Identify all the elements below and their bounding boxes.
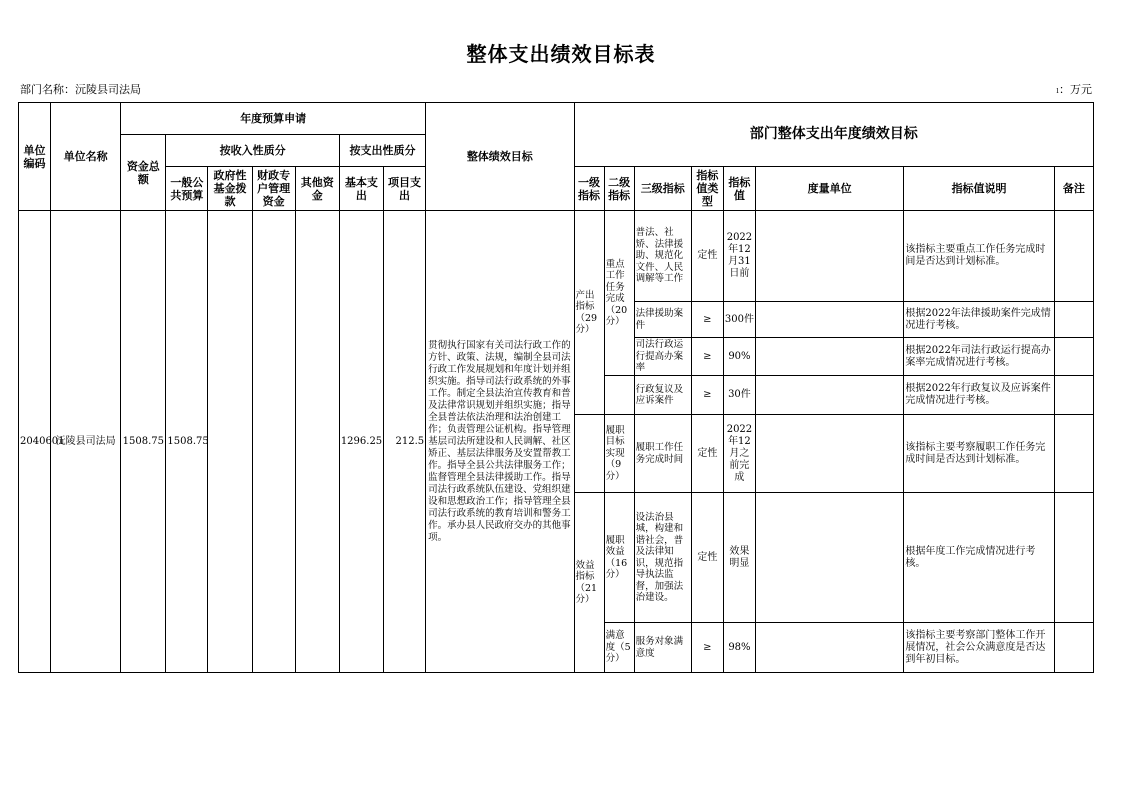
header-level3: 三级指标 <box>634 167 691 211</box>
value-desc-cell: 该指标主要考察履职工作任务完成时间是否达到计划标准。 <box>904 415 1054 493</box>
header-level2: 二级指标 <box>604 167 634 211</box>
basic-expense-cell: 1296.25 <box>339 211 383 673</box>
header-project-expense: 项目支出 <box>383 167 425 211</box>
header-perf-goal: 部门整体支出年度绩效目标 <box>574 103 1093 167</box>
value-desc-cell: 该指标主要重点工作任务完成时间是否达到计划标准。 <box>904 211 1054 302</box>
header-other-fund: 其他资金 <box>295 167 339 211</box>
header-by-expense: 按支出性质分 <box>339 135 425 167</box>
indicator-type-cell: ≥ <box>691 338 723 376</box>
remark-cell <box>1054 415 1093 493</box>
remark-cell <box>1054 302 1093 338</box>
measure-unit-cell <box>755 415 903 493</box>
header-by-income: 按收入性质分 <box>166 135 339 167</box>
header-total-funds: 资金总额 <box>121 135 166 211</box>
indicator-value-cell: 2022年12月之前完成 <box>723 415 755 493</box>
header-value-desc: 指标值说明 <box>904 167 1054 211</box>
measure-unit-cell <box>755 493 903 623</box>
level2-duty-time: 履职目标实现（9分） <box>604 415 634 493</box>
indicator-value-cell: 90% <box>723 338 755 376</box>
level3-cell: 设法治县城，构建和谐社会，普及法律知识，规范指导执法监督，加强法治建设。 <box>634 493 691 623</box>
header-measure-unit: 度量单位 <box>755 167 903 211</box>
level3-cell: 司法行政运行提高办案率 <box>634 338 691 376</box>
remark-cell <box>1054 211 1093 302</box>
remark-cell <box>1054 623 1093 673</box>
header-special-fund: 财政专户管理资金 <box>252 167 295 211</box>
remark-cell <box>1054 493 1093 623</box>
indicator-type-cell: 定性 <box>691 211 723 302</box>
department-name: 部门名称：沅陵县司法局 <box>20 83 141 96</box>
indicator-value-cell: 30件 <box>723 376 755 415</box>
unit-name-cell: 沅陵县司法局 <box>51 211 121 673</box>
header-unit-code: 单位编码 <box>19 103 51 211</box>
header-indicator-type: 指标值类型 <box>691 167 723 211</box>
performance-table <box>18 102 1094 673</box>
indicator-type-cell: ≥ <box>691 302 723 338</box>
level3-cell: 行政复议及应诉案件 <box>634 376 691 415</box>
table-row <box>19 211 1094 302</box>
header-overall-goal: 整体绩效目标 <box>426 103 574 211</box>
indicator-value-cell: 98% <box>723 623 755 673</box>
indicator-type-cell: 定性 <box>691 493 723 623</box>
indicator-type-cell: 定性 <box>691 415 723 493</box>
level2-satisfaction: 满意度（5分） <box>604 623 634 673</box>
level1-benefit: 效益指标（21分） <box>574 493 604 673</box>
measure-unit-cell <box>755 376 903 415</box>
measure-unit-cell <box>755 211 903 302</box>
other-fund-cell <box>295 211 339 673</box>
remark-cell <box>1054 376 1093 415</box>
value-desc-cell: 该指标主要考察部门整体工作开展情况，社会公众满意度是否达到年初目标。 <box>904 623 1054 673</box>
special-fund-cell <box>252 211 295 673</box>
header-general-budget: 一般公共预算 <box>166 167 208 211</box>
header-level1: 一级指标 <box>574 167 604 211</box>
value-desc-cell: 根据2022年法律援助案件完成情况进行考核。 <box>904 302 1054 338</box>
level2-blank <box>604 376 634 415</box>
header-unit-name: 单位名称 <box>51 103 121 211</box>
indicator-value-cell: 300件 <box>723 302 755 338</box>
level3-cell: 履职工作任务完成时间 <box>634 415 691 493</box>
level3-cell: 普法、社矫、法律援助、规范化文件、人民调解等工作 <box>634 211 691 302</box>
remark-cell <box>1054 338 1093 376</box>
indicator-value-cell: 2022年12月31日前 <box>723 211 755 302</box>
indicator-value-cell: 效果明显 <box>723 493 755 623</box>
project-expense-cell: 212.5 <box>383 211 425 673</box>
level1-output: 产出指标（29分） <box>574 211 604 415</box>
page-title: 整体支出绩效目标表 <box>466 42 656 66</box>
unit-code-cell: 2040601 <box>19 211 51 673</box>
measure-unit-cell <box>755 623 903 673</box>
measure-unit-cell <box>755 338 903 376</box>
level2-duty-effect: 履职效益（16分） <box>604 493 634 623</box>
value-desc-cell: 根据年度工作完成情况进行考核。 <box>904 493 1054 623</box>
header-remark: 备注 <box>1054 167 1093 211</box>
value-desc-cell: 根据2022年行政复议及应诉案件完成情况进行考核。 <box>904 376 1054 415</box>
measure-unit-cell <box>755 302 903 338</box>
level2-key-task: 重点工作任务完成（20分） <box>604 211 634 376</box>
currency-unit: ₗ：万元 <box>1056 83 1092 96</box>
header-indicator-value: 指标值 <box>723 167 755 211</box>
overall-goal-text: 贯彻执行国家有关司法行政工作的方针、政策、法规，编制全县司法行政工作发展规划和年度计划并组织实施。指导司法行政系统的外事工作。制定全县法治宣传教育和普及法律常识规划并组织实施；指导全县普法依法治理和法治创建工作；负责管理公证机构。指导管理基层司法所建设和人民调解、社区矫正、基层法律服务及安置帮教工作。指导全县公共法律服务工作；监督管理全县法律援助工作。指导司法行政系统队伍建设、党组织建设和思想政治工作；指导管理全县司法行政系统的教育培训和警务工作。承办县人民政府交办的其他事项。 <box>426 211 574 673</box>
level3-cell: 法律援助案件 <box>634 302 691 338</box>
header-gov-fund: 政府性基金拨款 <box>208 167 252 211</box>
indicator-type-cell: ≥ <box>691 623 723 673</box>
general-budget-cell: 1508.75 <box>166 211 208 673</box>
total-cell: 1508.75 <box>121 211 166 673</box>
level3-cell: 服务对象满意度 <box>634 623 691 673</box>
level1-blank <box>574 415 604 493</box>
gov-fund-cell <box>208 211 252 673</box>
value-desc-cell: 根据2022年司法行政运行提高办案率完成情况进行考核。 <box>904 338 1054 376</box>
header-basic-expense: 基本支出 <box>339 167 383 211</box>
indicator-type-cell: ≥ <box>691 376 723 415</box>
header-annual-budget: 年度预算申请 <box>121 103 426 135</box>
